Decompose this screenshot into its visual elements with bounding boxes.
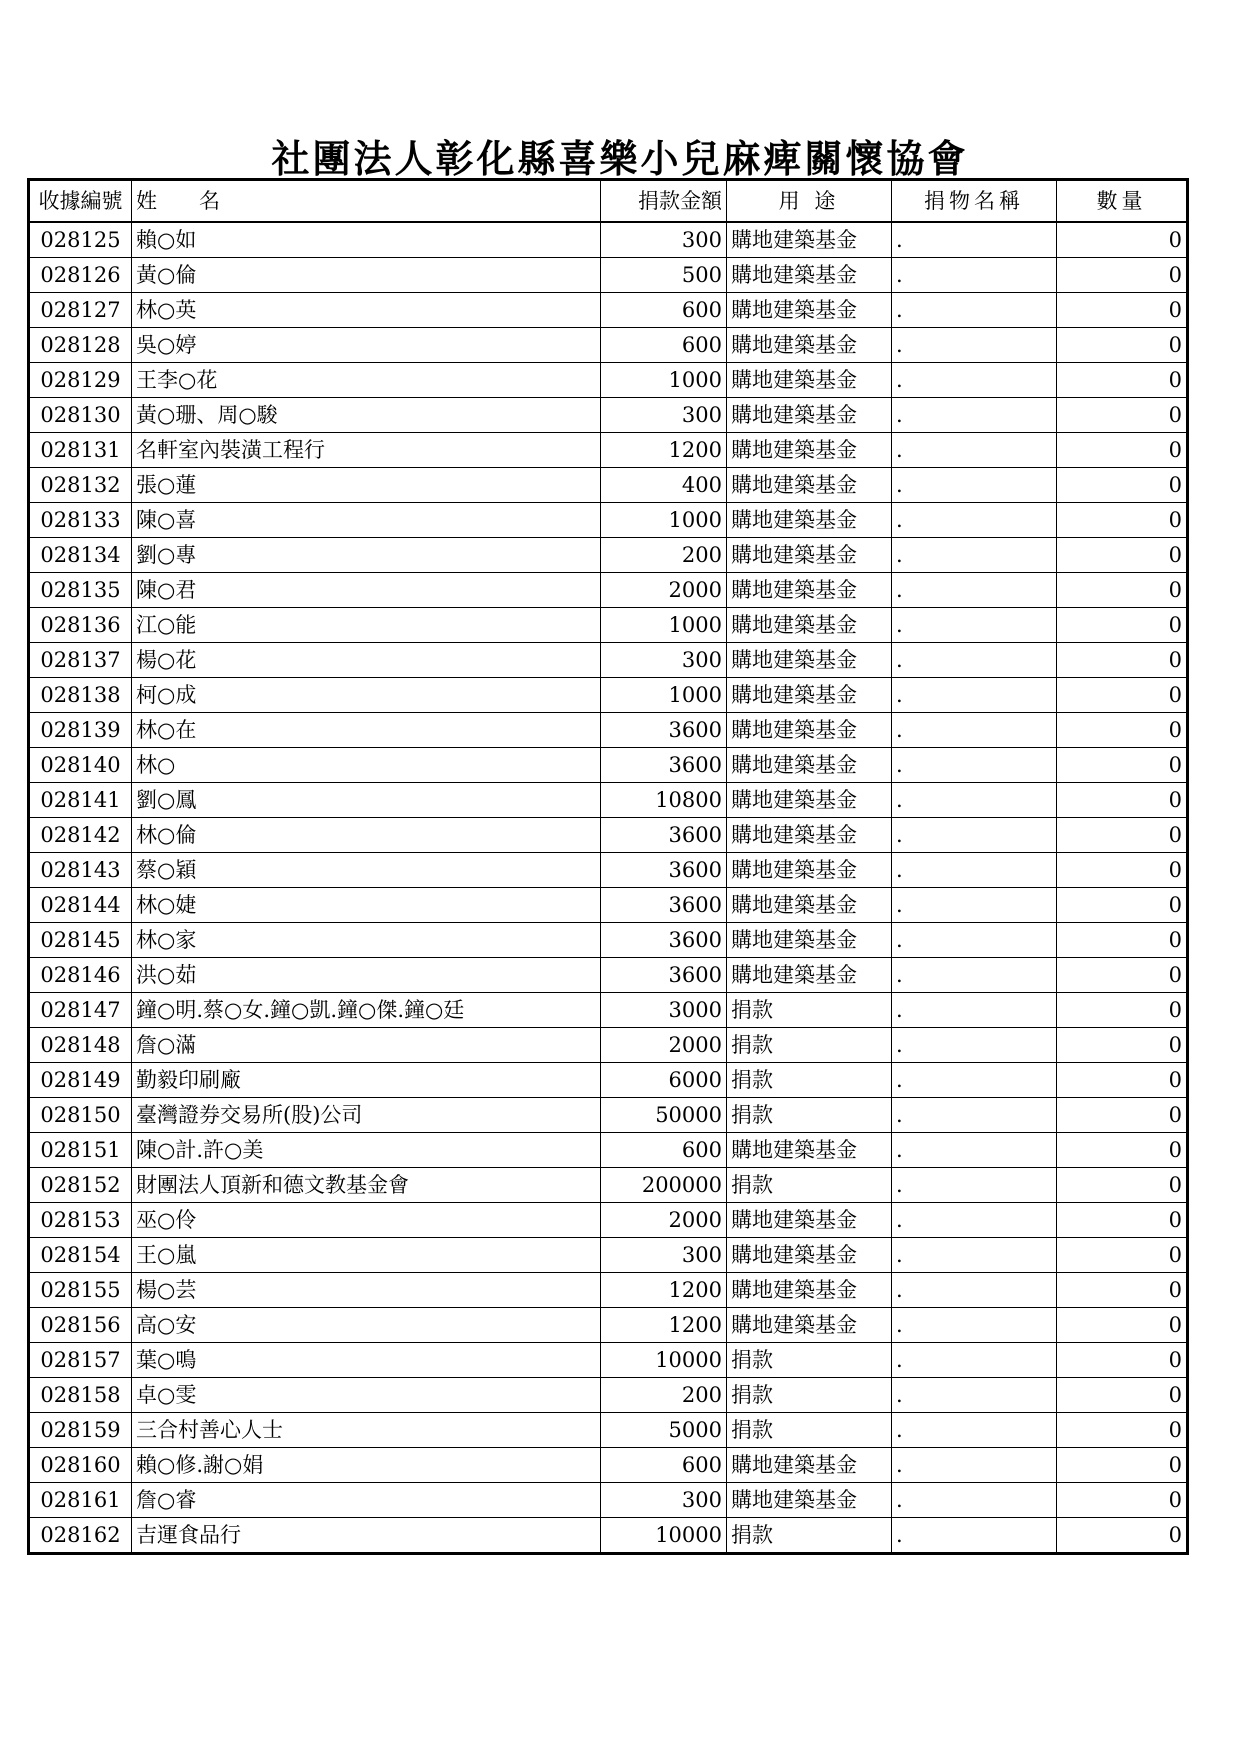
quantity-cell: 0 — [1057, 818, 1188, 853]
receipt-no-cell: 028135 — [29, 573, 132, 608]
receipt-no-cell: 028132 — [29, 468, 132, 503]
table-row — [29, 923, 1188, 958]
purpose-cell: 購地建築基金 — [727, 783, 892, 818]
item-name-cell: . — [892, 608, 1057, 643]
item-name-cell: . — [892, 1273, 1057, 1308]
amount-cell: 3600 — [601, 818, 727, 853]
quantity-cell: 0 — [1057, 573, 1188, 608]
quantity-cell: 0 — [1057, 398, 1188, 433]
table-row — [29, 748, 1188, 783]
receipt-no-cell: 028162 — [29, 1518, 132, 1554]
amount-cell: 1000 — [601, 363, 727, 398]
purpose-cell: 購地建築基金 — [727, 853, 892, 888]
receipt-no-cell: 028126 — [29, 258, 132, 293]
quantity-cell: 0 — [1057, 1343, 1188, 1378]
amount-cell: 10000 — [601, 1343, 727, 1378]
item-name-cell: . — [892, 818, 1057, 853]
item-name-cell: . — [892, 573, 1057, 608]
purpose-cell: 購地建築基金 — [727, 1308, 892, 1343]
item-name-cell: . — [892, 853, 1057, 888]
receipt-no-cell: 028134 — [29, 538, 132, 573]
purpose-cell: 購地建築基金 — [727, 573, 892, 608]
name-cell: 臺灣證券交易所(股)公司 — [132, 1098, 601, 1133]
quantity-cell: 0 — [1057, 468, 1188, 503]
purpose-cell: 購地建築基金 — [727, 503, 892, 538]
table-row — [29, 538, 1188, 573]
name-cell: 劉○鳳 — [132, 783, 601, 818]
quantity-cell: 0 — [1057, 538, 1188, 573]
name-cell: 名軒室內裝潢工程行 — [132, 433, 601, 468]
quantity-cell: 0 — [1057, 678, 1188, 713]
table-body — [29, 222, 1188, 1554]
item-name-cell: . — [892, 1028, 1057, 1063]
name-cell: 楊○芸 — [132, 1273, 601, 1308]
table-row — [29, 328, 1188, 363]
table-row — [29, 643, 1188, 678]
item-name-cell: . — [892, 1343, 1057, 1378]
amount-cell: 200 — [601, 1378, 727, 1413]
amount-cell: 1200 — [601, 433, 727, 468]
receipt-no-cell: 028142 — [29, 818, 132, 853]
quantity-cell: 0 — [1057, 1448, 1188, 1483]
purpose-cell: 捐款 — [727, 1098, 892, 1133]
table-row — [29, 1203, 1188, 1238]
item-name-cell: . — [892, 328, 1057, 363]
table-row — [29, 503, 1188, 538]
receipt-no-cell: 028157 — [29, 1343, 132, 1378]
table-row — [29, 398, 1188, 433]
purpose-cell: 捐款 — [727, 1518, 892, 1554]
name-cell: 財團法人頂新和德文教基金會 — [132, 1168, 601, 1203]
purpose-cell: 購地建築基金 — [727, 363, 892, 398]
amount-cell: 1200 — [601, 1273, 727, 1308]
item-name-cell: . — [892, 748, 1057, 783]
name-cell: 三合村善心人士 — [132, 1413, 601, 1448]
name-cell: 葉○鳴 — [132, 1343, 601, 1378]
purpose-cell: 購地建築基金 — [727, 818, 892, 853]
header-receipt-no: 收據編號 — [29, 180, 132, 223]
name-cell: 巫○伶 — [132, 1203, 601, 1238]
table-row — [29, 1483, 1188, 1518]
purpose-cell: 購地建築基金 — [727, 258, 892, 293]
quantity-cell: 0 — [1057, 1273, 1188, 1308]
amount-cell: 200 — [601, 538, 727, 573]
table-row — [29, 713, 1188, 748]
receipt-no-cell: 028152 — [29, 1168, 132, 1203]
name-cell: 陳○喜 — [132, 503, 601, 538]
purpose-cell: 捐款 — [727, 1168, 892, 1203]
receipt-no-cell: 028136 — [29, 608, 132, 643]
amount-cell: 2000 — [601, 573, 727, 608]
amount-cell: 3600 — [601, 853, 727, 888]
table-row — [29, 1238, 1188, 1273]
receipt-no-cell: 028153 — [29, 1203, 132, 1238]
name-cell: 詹○睿 — [132, 1483, 601, 1518]
amount-cell: 3600 — [601, 958, 727, 993]
quantity-cell: 0 — [1057, 363, 1188, 398]
receipt-no-cell: 028130 — [29, 398, 132, 433]
quantity-cell: 0 — [1057, 993, 1188, 1028]
header-amount: 捐款金額 — [601, 180, 727, 223]
name-cell: 林○倫 — [132, 818, 601, 853]
name-cell: 洪○茹 — [132, 958, 601, 993]
item-name-cell: . — [892, 713, 1057, 748]
name-cell: 吳○婷 — [132, 328, 601, 363]
item-name-cell: . — [892, 1203, 1057, 1238]
receipt-no-cell: 028127 — [29, 293, 132, 328]
quantity-cell: 0 — [1057, 1098, 1188, 1133]
quantity-cell: 0 — [1057, 1378, 1188, 1413]
header-purpose: 用 途 — [727, 180, 892, 223]
purpose-cell: 購地建築基金 — [727, 1238, 892, 1273]
receipt-no-cell: 028140 — [29, 748, 132, 783]
purpose-cell: 購地建築基金 — [727, 293, 892, 328]
amount-cell: 300 — [601, 643, 727, 678]
amount-cell: 300 — [601, 222, 727, 258]
receipt-no-cell: 028149 — [29, 1063, 132, 1098]
name-cell: 詹○滿 — [132, 1028, 601, 1063]
table-row — [29, 1308, 1188, 1343]
table-row — [29, 258, 1188, 293]
amount-cell: 3600 — [601, 748, 727, 783]
receipt-no-cell: 028154 — [29, 1238, 132, 1273]
item-name-cell: . — [892, 1098, 1057, 1133]
table-row — [29, 1168, 1188, 1203]
item-name-cell: . — [892, 1063, 1057, 1098]
amount-cell: 1000 — [601, 608, 727, 643]
receipt-no-cell: 028139 — [29, 713, 132, 748]
item-name-cell: . — [892, 538, 1057, 573]
quantity-cell: 0 — [1057, 643, 1188, 678]
table-row — [29, 363, 1188, 398]
amount-cell: 1000 — [601, 678, 727, 713]
purpose-cell: 購地建築基金 — [727, 923, 892, 958]
purpose-cell: 購地建築基金 — [727, 398, 892, 433]
table-row — [29, 853, 1188, 888]
table-row — [29, 783, 1188, 818]
purpose-cell: 購地建築基金 — [727, 713, 892, 748]
table-row — [29, 678, 1188, 713]
item-name-cell: . — [892, 1308, 1057, 1343]
amount-cell: 600 — [601, 293, 727, 328]
item-name-cell: . — [892, 1133, 1057, 1168]
amount-cell: 10800 — [601, 783, 727, 818]
name-cell: 勤毅印刷廠 — [132, 1063, 601, 1098]
receipt-no-cell: 028125 — [29, 222, 132, 258]
receipt-no-cell: 028159 — [29, 1413, 132, 1448]
amount-cell: 600 — [601, 328, 727, 363]
quantity-cell: 0 — [1057, 1413, 1188, 1448]
amount-cell: 600 — [601, 1133, 727, 1168]
receipt-no-cell: 028133 — [29, 503, 132, 538]
item-name-cell: . — [892, 222, 1057, 258]
quantity-cell: 0 — [1057, 258, 1188, 293]
table-row — [29, 468, 1188, 503]
header-name: 姓 名 — [132, 180, 601, 223]
item-name-cell: . — [892, 993, 1057, 1028]
table-row — [29, 608, 1188, 643]
item-name-cell: . — [892, 1413, 1057, 1448]
name-cell: 蔡○穎 — [132, 853, 601, 888]
receipt-no-cell: 028156 — [29, 1308, 132, 1343]
table-row — [29, 433, 1188, 468]
quantity-cell: 0 — [1057, 853, 1188, 888]
name-cell: 高○安 — [132, 1308, 601, 1343]
quantity-cell: 0 — [1057, 888, 1188, 923]
purpose-cell: 購地建築基金 — [727, 468, 892, 503]
table-row — [29, 888, 1188, 923]
receipt-no-cell: 028128 — [29, 328, 132, 363]
purpose-cell: 購地建築基金 — [727, 1273, 892, 1308]
receipt-no-cell: 028151 — [29, 1133, 132, 1168]
quantity-cell: 0 — [1057, 748, 1188, 783]
receipt-no-cell: 028137 — [29, 643, 132, 678]
purpose-cell: 購地建築基金 — [727, 1483, 892, 1518]
receipt-no-cell: 028146 — [29, 958, 132, 993]
quantity-cell: 0 — [1057, 608, 1188, 643]
amount-cell: 3600 — [601, 713, 727, 748]
item-name-cell: . — [892, 1518, 1057, 1554]
purpose-cell: 購地建築基金 — [727, 1448, 892, 1483]
name-cell: 楊○花 — [132, 643, 601, 678]
item-name-cell: . — [892, 293, 1057, 328]
table-row — [29, 1518, 1188, 1554]
name-cell: 賴○如 — [132, 222, 601, 258]
receipt-no-cell: 028147 — [29, 993, 132, 1028]
name-cell: 陳○君 — [132, 573, 601, 608]
amount-cell: 300 — [601, 398, 727, 433]
quantity-cell: 0 — [1057, 328, 1188, 363]
purpose-cell: 購地建築基金 — [727, 643, 892, 678]
receipt-no-cell: 028138 — [29, 678, 132, 713]
item-name-cell: . — [892, 1168, 1057, 1203]
item-name-cell: . — [892, 503, 1057, 538]
amount-cell: 400 — [601, 468, 727, 503]
quantity-cell: 0 — [1057, 1238, 1188, 1273]
table-row — [29, 573, 1188, 608]
receipt-no-cell: 028155 — [29, 1273, 132, 1308]
amount-cell: 6000 — [601, 1063, 727, 1098]
item-name-cell: . — [892, 1238, 1057, 1273]
table-row — [29, 1378, 1188, 1413]
name-cell: 張○蓮 — [132, 468, 601, 503]
item-name-cell: . — [892, 363, 1057, 398]
amount-cell: 1000 — [601, 503, 727, 538]
quantity-cell: 0 — [1057, 1518, 1188, 1554]
purpose-cell: 購地建築基金 — [727, 888, 892, 923]
name-cell: 賴○修.謝○娟 — [132, 1448, 601, 1483]
item-name-cell: . — [892, 1378, 1057, 1413]
name-cell: 王李○花 — [132, 363, 601, 398]
table-row — [29, 222, 1188, 258]
item-name-cell: . — [892, 958, 1057, 993]
quantity-cell: 0 — [1057, 1483, 1188, 1518]
table-row — [29, 1133, 1188, 1168]
name-cell: 劉○專 — [132, 538, 601, 573]
purpose-cell: 購地建築基金 — [727, 222, 892, 258]
name-cell: 林○婕 — [132, 888, 601, 923]
item-name-cell: . — [892, 433, 1057, 468]
receipt-no-cell: 028160 — [29, 1448, 132, 1483]
receipt-no-cell: 028150 — [29, 1098, 132, 1133]
amount-cell: 5000 — [601, 1413, 727, 1448]
name-cell: 江○能 — [132, 608, 601, 643]
header-item-name: 捐物名稱 — [892, 180, 1057, 223]
quantity-cell: 0 — [1057, 503, 1188, 538]
table-row — [29, 1028, 1188, 1063]
table-row — [29, 1413, 1188, 1448]
name-cell: 王○嵐 — [132, 1238, 601, 1273]
quantity-cell: 0 — [1057, 713, 1188, 748]
purpose-cell: 捐款 — [727, 1028, 892, 1063]
table-row — [29, 293, 1188, 328]
table-row — [29, 993, 1188, 1028]
quantity-cell: 0 — [1057, 923, 1188, 958]
name-cell: 陳○計.許○美 — [132, 1133, 601, 1168]
purpose-cell: 購地建築基金 — [727, 1203, 892, 1238]
quantity-cell: 0 — [1057, 1203, 1188, 1238]
purpose-cell: 購地建築基金 — [727, 538, 892, 573]
amount-cell: 3600 — [601, 923, 727, 958]
header-quantity: 數量 — [1057, 180, 1188, 223]
purpose-cell: 購地建築基金 — [727, 433, 892, 468]
item-name-cell: . — [892, 1448, 1057, 1483]
amount-cell: 3000 — [601, 993, 727, 1028]
item-name-cell: . — [892, 643, 1057, 678]
name-cell: 林○家 — [132, 923, 601, 958]
purpose-cell: 購地建築基金 — [727, 748, 892, 783]
purpose-cell: 購地建築基金 — [727, 678, 892, 713]
table-row — [29, 1343, 1188, 1378]
table-row — [29, 1273, 1188, 1308]
receipt-no-cell: 028158 — [29, 1378, 132, 1413]
quantity-cell: 0 — [1057, 293, 1188, 328]
receipt-no-cell: 028144 — [29, 888, 132, 923]
receipt-no-cell: 028148 — [29, 1028, 132, 1063]
quantity-cell: 0 — [1057, 1168, 1188, 1203]
table-row — [29, 1098, 1188, 1133]
table-row — [29, 958, 1188, 993]
quantity-cell: 0 — [1057, 1028, 1188, 1063]
name-cell: 林○ — [132, 748, 601, 783]
purpose-cell: 捐款 — [727, 1063, 892, 1098]
amount-cell: 3600 — [601, 888, 727, 923]
item-name-cell: . — [892, 258, 1057, 293]
donation-table — [27, 178, 1189, 1555]
item-name-cell: . — [892, 923, 1057, 958]
receipt-no-cell: 028131 — [29, 433, 132, 468]
purpose-cell: 捐款 — [727, 1378, 892, 1413]
receipt-no-cell: 028145 — [29, 923, 132, 958]
item-name-cell: . — [892, 888, 1057, 923]
receipt-no-cell: 028129 — [29, 363, 132, 398]
amount-cell: 1200 — [601, 1308, 727, 1343]
name-cell: 林○在 — [132, 713, 601, 748]
item-name-cell: . — [892, 783, 1057, 818]
amount-cell: 10000 — [601, 1518, 727, 1554]
purpose-cell: 購地建築基金 — [727, 328, 892, 363]
purpose-cell: 捐款 — [727, 993, 892, 1028]
item-name-cell: . — [892, 468, 1057, 503]
quantity-cell: 0 — [1057, 433, 1188, 468]
quantity-cell: 0 — [1057, 958, 1188, 993]
table-row — [29, 818, 1188, 853]
purpose-cell: 捐款 — [727, 1343, 892, 1378]
table-row — [29, 1063, 1188, 1098]
amount-cell: 300 — [601, 1238, 727, 1273]
quantity-cell: 0 — [1057, 1063, 1188, 1098]
purpose-cell: 購地建築基金 — [727, 608, 892, 643]
quantity-cell: 0 — [1057, 1308, 1188, 1343]
amount-cell: 2000 — [601, 1203, 727, 1238]
name-cell: 黃○倫 — [132, 258, 601, 293]
name-cell: 吉運食品行 — [132, 1518, 601, 1554]
receipt-no-cell: 028141 — [29, 783, 132, 818]
name-cell: 卓○雯 — [132, 1378, 601, 1413]
page-title: 社團法人彰化縣喜樂小兒麻痺關懷協會 — [271, 136, 969, 181]
name-cell: 柯○成 — [132, 678, 601, 713]
quantity-cell: 0 — [1057, 1133, 1188, 1168]
purpose-cell: 購地建築基金 — [727, 958, 892, 993]
name-cell: 黃○珊、周○駿 — [132, 398, 601, 433]
name-cell: 鐘○明.蔡○女.鐘○凱.鐘○傑.鐘○廷 — [132, 993, 601, 1028]
item-name-cell: . — [892, 398, 1057, 433]
table-header-row — [29, 180, 1188, 223]
amount-cell: 2000 — [601, 1028, 727, 1063]
item-name-cell: . — [892, 678, 1057, 713]
name-cell: 林○英 — [132, 293, 601, 328]
quantity-cell: 0 — [1057, 222, 1188, 258]
purpose-cell: 購地建築基金 — [727, 1133, 892, 1168]
receipt-no-cell: 028143 — [29, 853, 132, 888]
table-row — [29, 1448, 1188, 1483]
amount-cell: 200000 — [601, 1168, 727, 1203]
amount-cell: 500 — [601, 258, 727, 293]
amount-cell: 300 — [601, 1483, 727, 1518]
receipt-no-cell: 028161 — [29, 1483, 132, 1518]
amount-cell: 600 — [601, 1448, 727, 1483]
amount-cell: 50000 — [601, 1098, 727, 1133]
item-name-cell: . — [892, 1483, 1057, 1518]
quantity-cell: 0 — [1057, 783, 1188, 818]
purpose-cell: 捐款 — [727, 1413, 892, 1448]
